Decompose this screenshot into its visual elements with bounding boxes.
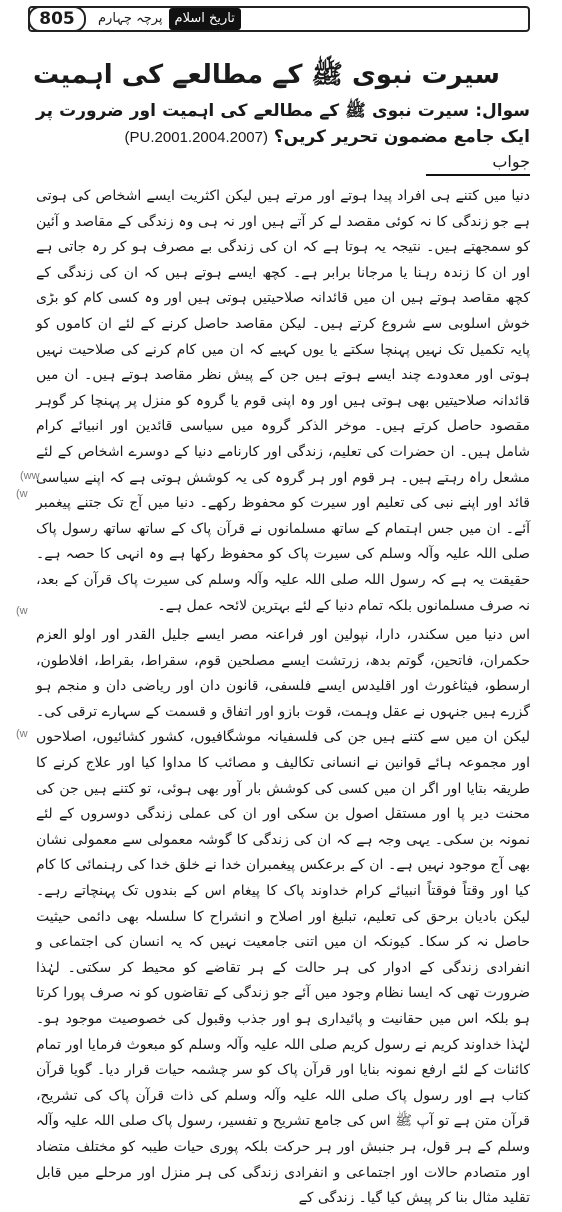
margin-watermark: (w <box>16 605 28 617</box>
header-tab-subject: تاریخ اسلام <box>169 8 241 30</box>
margin-watermark: (ww <box>20 470 40 482</box>
margin-watermark: (w <box>16 488 28 500</box>
body-paragraph: اس دنیا میں سکندر، دارا، نپولین اور فراعنہ مصر ایسے جلیل القدر اور اولو العزم حکمران، فاتحین، گوتم بدھ، زرتشت ایسے مصلحین قوم، سقراط، بقراط، افلاطون، ارسطو، فیثاغورث اور اقلیدس ایسے فلسفی، قانون دان اور ریاضی دان و منجم ہو گزرے ہیں جنہوں نے عقل وہمت، قوت بازو اور اتفاق و قسمت کے سہارے ترقی کی۔ لیکن ان میں سے کتنے ہیں جن کی فلسفیانہ موشگافیوں، کشور کشائیوں، اصلاحوں اور مجموعہ ہائے قوانین نے انسانی تکالیف و مصائب کا مداوا کیا اور علاج کرنے کا طریقہ بتایا اور اگر ان میں کسی کی کوشش بار آور بھی ہوئی، تو کتنے ہیں جن کی محنت دیر پا اور مستقل اصول بن سکی اور ان کی عملی زندگی دوسروں کے لئے نمونہ بن سکی۔ یہی وجہ ہے کہ ان کی زندگی کا گوشہ معمولی سے معمولی نشان بھی آج موجود نہیں ہے۔ ان کے برعکس پیغمبران خدا نے خلق خدا کی رہنمائی کا کام کیا اور وقتاً فوقتاً انبیائے کرام خداوند پاک کا پیغام اس کے بندوں تک پہنچاتے رہے۔ لیکن بادیان برحق کی تعلیم، تبلیغ اور اصلاح و انشراح کا سلسلہ بھی دائمی حیثیت حاصل نہ کر سکا۔ کیونکہ ان میں اتنی جامعیت نہیں کہ یہ انسان کی اجتماعی و انفرادی زندگی کے ادوار کی ہر حالت کے ہر تقاضے کو محیط کر سکتی۔ لہٰذا ضرورت تھی کہ ایسا نظام وجود میں آئے جو زندگی کے تقاضوں کو نہ صرف پورا کرتا ہو بلکہ اس میں حقانیت و پائیداری ہو اور جذب وقبول کی خصوصیت موجود ہو۔ لہٰذا خداوند کریم نے رسول کریم صلی اللہ علیہ وآلہ وسلم کو مبعوث فرمایا اور تمام کائنات کے لئے ارفع نمونہ بنایا اور قرآن پاک کو سر چشمہ حیات قرار دیا۔ گویا قرآن کتاب ہے اور رسول پاک صلی اللہ علیہ وآلہ وسلم کی ذات قرآن پاک کی تشریح، قرآن متن ہے تو آپ ﷺ اس کی جامع تشریح و تفسیر، رسول پاک صلی اللہ علیہ وآلہ وسلم کے ہر قول، ہر جنبش اور ہر حرکت بلکہ پوری حیات طیبہ کو مختلف متضاد اور متصادم حالات اور اجتماعی و انفرادی زندگی کی ہر منزل اور مرحلے میں قابل تقلید مثال بنا کر پیش کیا گیا۔ زندگی کے <box>36 627 530 1207</box>
answer-underline <box>426 174 530 176</box>
question-block <box>36 98 530 151</box>
answer-label: جواب <box>492 152 530 171</box>
question-reference: (PU.2001.2004.2007) <box>124 129 268 146</box>
chapter-title: سیرت نبوی ﷺ کے مطالعے کی اہمیت <box>32 60 500 90</box>
header-tabs <box>92 8 241 30</box>
margin-watermark: (w <box>16 728 28 740</box>
page-number: 805 <box>28 6 86 32</box>
body-paragraph: دنیا میں کتنے ہی افراد پیدا ہوتے اور مرتے ہیں لیکن اکثریت ایسے اشخاص کی ہوتی ہے جو زندگی کا نہ کوئی مقصد لے کر آتے ہیں اور نہ ہی وہ زندگی کے مقاصد و آئین کو سمجھتے ہیں۔ نتیجہ یہ ہوتا ہے کہ ان کی زندگی بے مصرف ہو کر رہ جاتی ہے اور ان کا زندہ رہنا یا مرجانا برابر ہے۔ کچھ ایسے ہوتے ہیں کہ ان کی زندگی کے کچھ مقاصد ہوتے ہیں ان میں قائدانہ صلاحیتیں ہوتی ہیں اور وہ کسی کام کو بڑی خوش اسلوبی سے شروع کرتے ہیں۔ لیکن مقاصد حاصل کرنے کے لئے ان کاموں کو پایہ تکمیل تک نہیں پہنچا سکتے یا یوں کہیے کہ ان میں کام کرنے کی صلاحیت نہیں ہوتی اور معدودے چند ایسے ہوتے ہیں جن کے پیش نظر مقاصد ہوتے ہیں۔ ان میں قائدانہ صلاحیتیں بھی ہوتی ہیں اور وہ اپنی قوم یا گروہ کو منزل پر پہنچا کر گوہر مقصود حاصل کرتے ہیں۔ موخر الذکر گروہ میں سیاسی قائدین اور انبیائے کرام شامل ہیں۔ ان حضرات کی تعلیم، زندگی اور کارنامے دنیا کے دوسرے اشخاص کے لئے مشعل راہ رہتے ہیں۔ ہر قوم اور ہر گروہ کی یہ کوشش ہوتی ہے کہ اپنے سیاسی قائد اور اپنے نبی کی تعلیم اور سیرت کو محفوظ رکھے۔ دنیا میں آج تک جتنے پیغمبر آئے۔ ان میں جس اہتمام کے ساتھ مسلمانوں نے قرآن پاک کے ساتھ ساتھ رسول پاک صلی اللہ علیہ وآلہ وسلم کی سیرت پاک کو محفوظ رکھا ہے وہ انہی کا حصہ ہے۔ حقیقت یہ ہے کہ رسول اللہ صلی اللہ علیہ وآلہ وسلم کی سیرت پاک قرآن کے بعد، نہ صرف مسلمانوں بلکہ تمام دنیا کے لئے بہترین لائحہ عمل ہے۔ <box>36 188 530 614</box>
question-text: سوال: سیرت نبوی ﷺ کے مطالعے کی اہمیت اور ضرورت پر ایک جامع مضمون تحریر کریں؟ <box>36 101 530 147</box>
answer-body <box>36 184 530 1212</box>
header-tab-paper: پرچہ چہارم <box>98 11 163 26</box>
